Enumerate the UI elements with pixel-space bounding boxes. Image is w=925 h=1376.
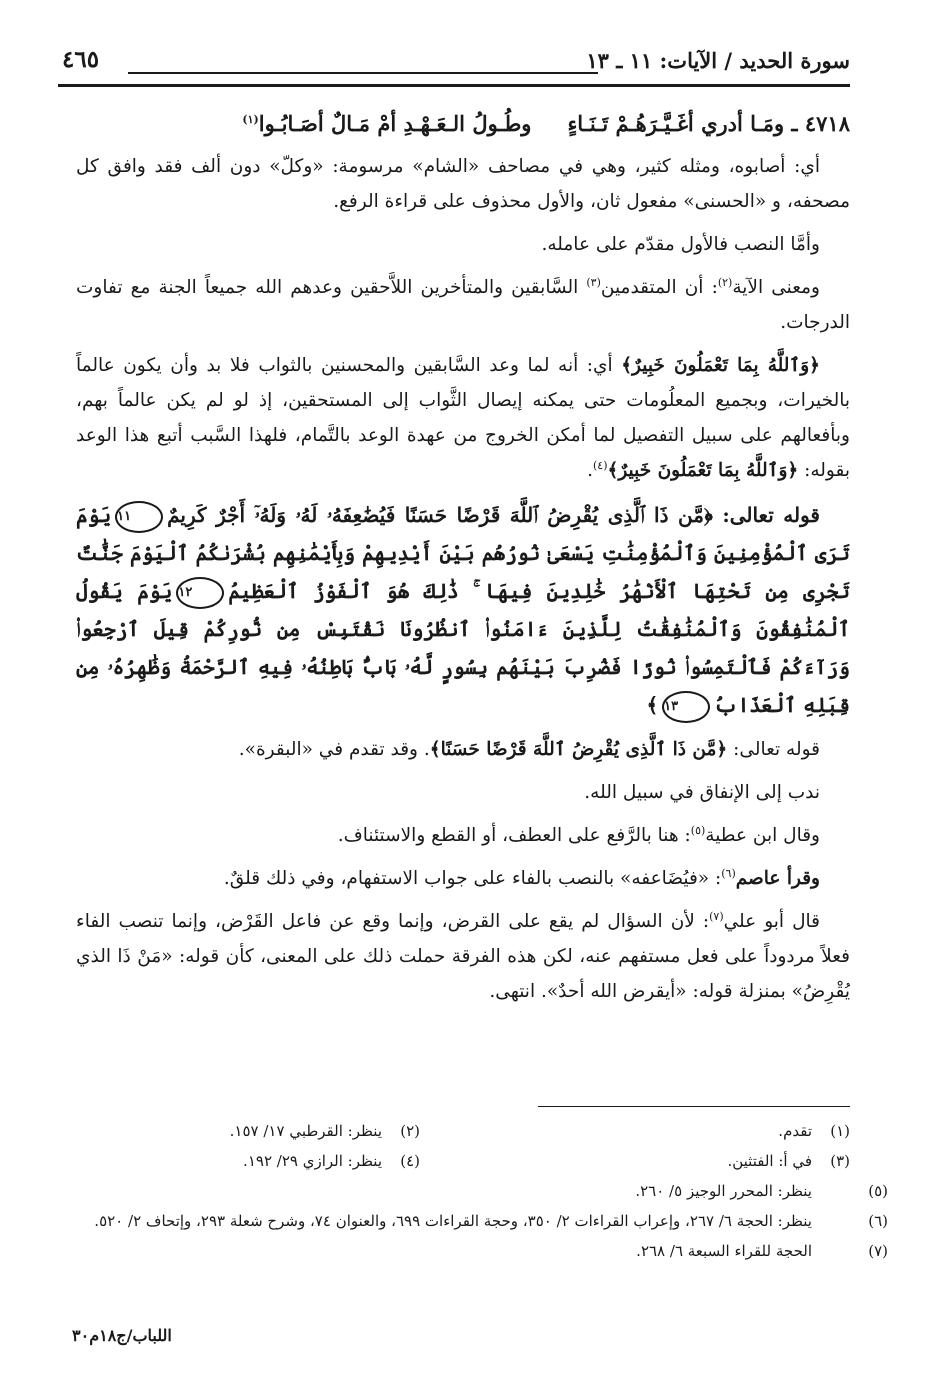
aya-marker-icon: ١٢ (176, 577, 224, 609)
footnote-separator (538, 1106, 850, 1107)
paragraph: ندب إلى الإنفاق في سبيل الله. (584, 782, 820, 803)
page-number: ٤٦٥ (62, 46, 100, 73)
footnote-number: (٦) (868, 1212, 888, 1230)
main-text (76, 106, 850, 1017)
verse-13: يَوْمَ يَقُولُ ٱلْمُنَٰفِقُونَ وَٱلْمُنَٰفِقَٰتُ لِلَّذِينَ ءَامَنُوا۟ ٱنظُرُونَا نَقْتَبِسْ مِن نُّورِكُمْ قِيلَ ٱرْجِعُوا۟ وَرَآءَكُمْ فَٱلْتَمِسُوا۟ نُورًا فَضُرِبَ بَيْنَهُم بِسُورٍ لَّهُۥ بَابٌۢ بَاطِنُهُۥ فِيهِ ٱلرَّحْمَةُ وَظَٰهِرُهُۥ مِن قِبَلِهِ ٱلْعَذَابُ (76, 579, 850, 717)
footnote-number: (٥) (868, 1182, 888, 1200)
header-dash-line (128, 72, 598, 74)
text-run: قال أبو علي (723, 911, 820, 932)
footnote-1 (778, 1116, 850, 1146)
footnote-number: (٧) (868, 1242, 888, 1260)
text-run: : «فيُضَاعفه» بالنصب بالفاء على جواب الاستفهام، وفي ذلك قلقٌ. (223, 868, 722, 889)
footnote-text: ينظر: القرطبي ١٧/ ١٥٧. (229, 1122, 382, 1140)
verse-12: يَوْمَ تَرَى ٱلْمُؤْمِنِينَ وَٱلْمُؤْمِنَٰتِ يَسْعَىٰ نُورُهُم بَيْنَ أَيْدِيهِمْ وَبِأَيْمَٰنِهِم بُشْرَىٰكُمُ ٱلْيَوْمَ جَنَّٰتٌ تَجْرِى مِن تَحْتِهَا ٱلْأَنْهَٰرُ خَٰلِدِينَ فِيهَا ۚ ذَٰلِكَ هُوَ ٱلْفَوْزُ ٱلْعَظِيمُ (76, 503, 850, 603)
text-run: : أن المتقدمين (600, 277, 718, 298)
footnote-number: (١) (830, 1122, 850, 1140)
footnote-text: ينظر: الحجة ٦/ ٢٦٧، وإعراب القراءات ٢/ ٣٥٠، وحجة القراءات ٦٩٩، والعنوان ٧٤، وشرح شعلة ٢٩٣، وإتحاف ٢/ ٥٢٠. (94, 1212, 812, 1230)
footnote-6 (76, 1206, 888, 1236)
quran-quote: ﴿وَٱللَّهُ بِمَا تَعْمَلُونَ خَبِيرٌ﴾ (607, 460, 799, 481)
verse-number: ٤٧١٨ ـ (791, 111, 850, 136)
poetry-verse (76, 106, 850, 141)
header-rule (58, 84, 850, 87)
footnote-text: في أ: الفتثين. (727, 1152, 812, 1170)
verse-11: ﴿مَّن ذَا ٱلَّذِى يُقْرِضُ ٱللَّهَ قَرْضًا حَسَنًا فَيُضَٰعِفَهُۥ لَهُۥ وَلَهُۥٓ أَجْرٌ كَرِيمٌ (167, 503, 713, 527)
paragraph (76, 270, 850, 340)
footnote-ref: (٤) (592, 458, 608, 472)
paragraph (76, 732, 850, 767)
footnote-5 (76, 1176, 888, 1206)
running-header (58, 44, 850, 84)
quran-close-bracket: ﴾ (646, 693, 659, 717)
footnote-ref: (٣) (586, 275, 601, 289)
aya-marker-icon: ١٣ (662, 691, 710, 723)
footnote-text: ينظر: المحرر الوجيز ٥/ ٢٦٠. (635, 1182, 812, 1200)
paragraph: أي: أصابوه، ومثله كثير، وهي في مصاحف «الشام» مرسومة: «وكلّ» دون ألف فقد وافق كل مصحفه، و «الحسنى» مفعول ثان، والأول محذوف على قراءة الرفع. (76, 156, 850, 212)
quran-quote: ﴿وَٱللَّهُ بِمَا تَعْمَلُونَ خَبِيرٌ﴾ (621, 355, 820, 376)
text-run: السَّابقين والمتأخرين اللاَّحقين وعدهم الله جميعاً الجنة مع تفاوت الدرجات. (76, 277, 850, 333)
footnote-2 (230, 1116, 420, 1146)
text-run: أي: أنه لما وعد السَّابقين والمحسنين بالثواب فلا بد وأن يكون عالماً بالخيرات، وبجميع المعلُومات حتى يمكنه إيصال الثَّواب إلى المستحقين، إذ لو لم يكن عالماً بهم، وبأفعالهم على سبيل التفصيل لما أمكن الخروج من عهدة الوعد بالتَّمام، فلهذا السَّبب أتبع هذا الوعد بقوله: (76, 355, 850, 481)
paragraph (76, 861, 850, 896)
paragraph (76, 348, 850, 488)
footnote-text: ينظر: الرازي ٢٩/ ١٩٢. (243, 1152, 382, 1170)
aya-marker-icon: ١١ (115, 501, 163, 533)
footnote-number: (٢) (400, 1122, 420, 1140)
footnote-ref: (٧) (709, 909, 724, 923)
footnote-ref: (٥) (690, 823, 706, 837)
verse-hemistich-1: ومَـا أدري أغَـيَّـرَهُـمْ تَـنَـاءٍ (567, 111, 785, 136)
text-run: وقرأ عاصم (735, 868, 820, 889)
paragraph: وأمَّا النصب فالأول مقدّم على عامله. (541, 234, 820, 255)
footnote-7 (76, 1236, 888, 1266)
footnote-text: تقدم. (778, 1122, 812, 1140)
footnote-row (76, 1146, 850, 1176)
text-run: : هنا بالرَّفع على العطف، أو القطع والاستئناف. (337, 825, 691, 846)
surah-title: سورة الحديد / الآيات: ١١ ـ ١٣ (586, 48, 850, 73)
quran-verses (76, 496, 850, 724)
footnote-ref: (٦) (721, 866, 736, 880)
text-run: ومعنى الآية (732, 277, 820, 298)
footnote-4 (243, 1146, 420, 1176)
footnote-text: الحجة للقراء السبعة ٦/ ٢٦٨. (636, 1242, 812, 1260)
footnote-3 (727, 1146, 850, 1176)
footnote-row (76, 1116, 850, 1146)
footnote-number: (٤) (400, 1152, 420, 1170)
quran-intro: قوله تعالى: (712, 503, 820, 527)
footnotes (76, 1116, 888, 1266)
text-run: : لأن السؤال لم يقع على القرض، وإنما وقع عن فاعل القَرْض، وإنما تنصب الفاء فعلاً مردوداً على فعل مستفهم عنه، لكن هذه الفرقة حملت ذلك على المعنى، كأن قوله: «مَنْ ذَا الذي يُقْرِضُ» بمنزلة قوله: «أيقرض الله أحدٌ». انتهى. (76, 911, 850, 1002)
paragraph (76, 818, 850, 853)
footnote-ref: (١) (242, 113, 259, 126)
printer-signature: اللباب/ج١٨م٣٠ (72, 1326, 172, 1345)
footnote-number: (٣) (830, 1152, 850, 1170)
quran-quote: ﴿مَّن ذَا ٱلَّذِى يُقْرِضُ ٱللَّهَ قَرْضًا حَسَنًا﴾ (429, 739, 728, 760)
text-run: . وقد تقدم في «البقرة». (238, 739, 430, 760)
text-run: قوله تعالى: (727, 739, 820, 760)
text-run: وقال ابن عطية (705, 825, 820, 846)
paragraph (76, 904, 850, 1009)
text-run: . (587, 460, 593, 481)
footnote-ref: (٢) (717, 275, 733, 289)
verse-hemistich-2: وطُـولُ الـعَـهْـدِ أمْ مَـالٌ أصَـابُـوا (258, 111, 532, 136)
